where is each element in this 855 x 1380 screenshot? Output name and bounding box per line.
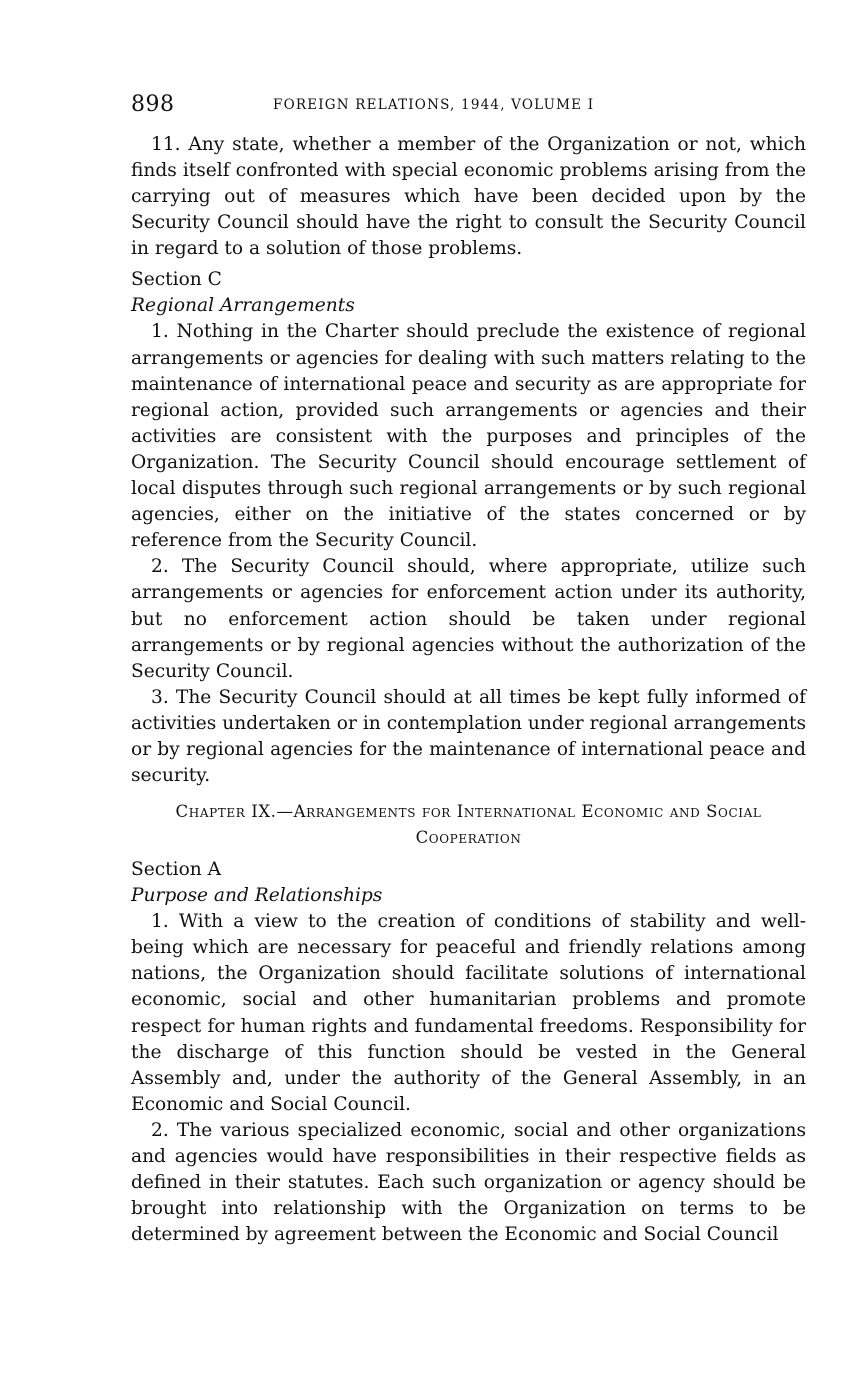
running-head xyxy=(131,92,806,122)
page-number: 898 xyxy=(131,92,175,117)
section-c-title: Regional Arrangements xyxy=(131,295,355,317)
section-a-label: Section A xyxy=(131,859,222,881)
section-c-paragraph-1: 1. Nothing in the Charter should preclude the existence of regional arrangements or agencies for dealing with such matters relating to the maintenance of international peace and security as are appropriate for regional action, provided such arrangements or agencies and their activities are consistent with the purposes and principles of the Organization. The Security Council should encourage settlement of local disputes through such regional arrangements or by such regional agencies, either on the initiative of the states concerned or by reference from the Security Council. xyxy=(131,321,806,552)
section-a-title: Purpose and Relationships xyxy=(131,885,383,907)
section-c-paragraph-2: 2. The Security Council should, where appropriate, utilize such arrangements or agencies for enforcement action under its authority, but no enforcement action should be taken under regional arrangements or by regional agencies without the authorization of the Security Council. xyxy=(131,556,806,682)
section-a-paragraph-1: 1. With a view to the creation of conditions of stability and well-being which are necessary for peaceful and friendly relations among nations, the Organization should facilitate solutions of international economic, social and other humanitarian problems and promote respect for human rights and fundamental freedoms. Responsibility for the discharge of this function should be vested in the General Assembly and, under the authority of the General Assembly, in an Economic and Social Council. xyxy=(131,911,806,1115)
section-c-paragraph-3: 3. The Security Council should at all times be kept fully informed of activities undertaken or in contemplation under regional arrangements or by regional agencies for the maintenance of international peace and security. xyxy=(131,686,806,787)
running-title: FOREIGN RELATIONS, 1944, VOLUME I xyxy=(273,97,595,113)
section-c-label: Section C xyxy=(131,269,222,291)
section-a-paragraph-2: 2. The various specialized economic, social and other organizations and agencies would have responsibilities in their respective fields as defined in their statutes. Each such organization or agency should be brought into relationship with the Organization on terms to be determined by agreement between the Economic and Social Council xyxy=(131,1119,806,1246)
chapter-heading: Chapter IX.—Arrangements for International Economic and Social Cooperation xyxy=(175,802,762,848)
paragraph-11: 11. Any state, whether a member of the Organization or not, which finds itself confronted with special economic problems arising from the carrying out of measures which have been decided upon by the Security Council should have the right to consult the Security Council in regard to a solution of those problems. xyxy=(131,134,806,260)
document-page xyxy=(131,92,806,1248)
